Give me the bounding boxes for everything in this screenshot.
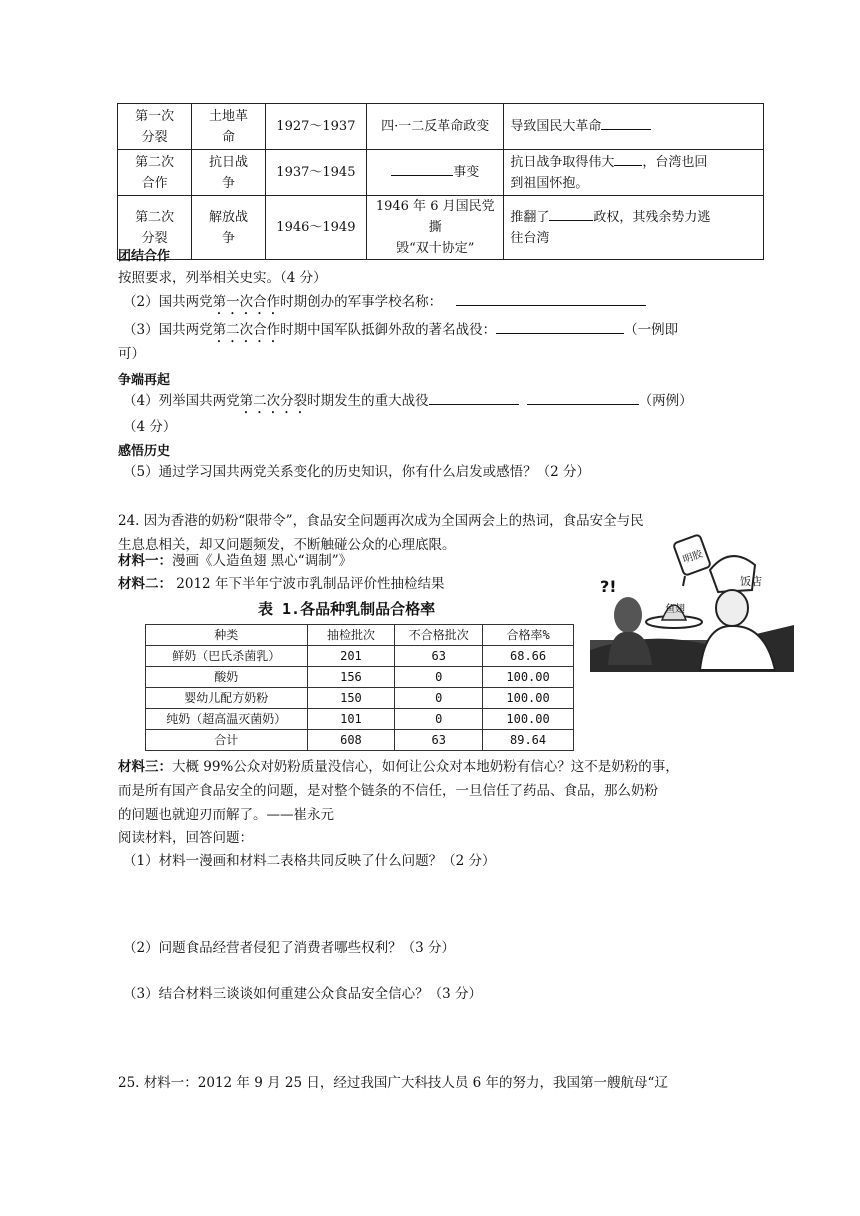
answer-blank[interactable] xyxy=(391,163,453,176)
table-row: 纯奶（超高温灭菌奶） 101 0 100.00 xyxy=(146,709,574,730)
table-row: 鲜奶（巴氏杀菌乳） 201 63 68.66 xyxy=(146,646,574,667)
question-5: （5）通过学习国共两党关系变化的历史知识，你有什么启发或感悟？（2 分） xyxy=(123,464,590,480)
answer-blank[interactable] xyxy=(614,153,642,166)
section-heading: 团结合作 xyxy=(118,249,171,264)
answer-blank[interactable] xyxy=(456,293,646,306)
table-row: 第二次 合作 抗日战 争 1937～1945 事变 抗日战争取得伟大 ，台湾也回 到祖国怀抱。 xyxy=(118,150,764,196)
dairy-table xyxy=(145,624,574,751)
question-2: （2）国共两党第一次合作时期创办的军事学校名称： xyxy=(123,292,646,318)
question-24-3: （3）结合材料三谈谈如何重建公众食品安全信心？（3 分） xyxy=(123,986,482,1002)
answer-blank[interactable] xyxy=(496,321,624,334)
question-24-2: （2）问题食品经营者侵犯了消费者哪些权利？（3 分） xyxy=(123,940,455,956)
question-24-intro: 24. 因为香港的奶粉“限带令”，食品安全问题再次成为全国两会上的热词，食品安全与民 生息息相关，却又问题频发，不断触碰公众的心理底限。 xyxy=(118,513,644,553)
material-2: 材料二： 2012 年下半年宁波市乳制品评价性抽检结果 xyxy=(118,576,445,592)
svg-text:饭店: 饭店 xyxy=(740,575,762,588)
history-table xyxy=(117,103,764,260)
cartoon-image xyxy=(590,530,794,672)
question-4: （4）列举国共两党第二次分裂时期发生的重大战役 （两例） xyxy=(123,393,693,409)
question-25: 25. 材料一：2012 年 9 月 25 日，经过我国广大科技人员 6 年的努力，我国第一艘航母“辽 xyxy=(118,1075,668,1091)
table-title: 表 1.各品种乳制品合格率 xyxy=(258,600,436,618)
instruction-text: 按照要求，列举相关史实。（4 分） xyxy=(118,270,327,286)
question-24-1: （1）材料一漫画和材料二表格共同反映了什么问题？（2 分） xyxy=(123,853,496,869)
table-row: 婴幼儿配方奶粉 150 0 100.00 xyxy=(146,688,574,709)
read-prompt: 阅读材料，回答问题： xyxy=(118,830,253,846)
section-heading: 争端再起 xyxy=(118,373,171,388)
section-heading: 感悟历史 xyxy=(118,444,171,459)
answer-blank[interactable] xyxy=(429,392,519,405)
material-3: 材料三：大概 99%公众对奶粉质量没信心，如何让公众对本地奶粉有信心？这不是奶粉的事， 而是所有国产食品安全的问题，是对整个链条的不信任，一旦信任了药品、食品，那么奶粉 的问题也就迎刃而解了。——崔永元 xyxy=(118,759,679,823)
material-1: 材料一：漫画《人造鱼翅 黑心“调制”》 xyxy=(118,553,353,569)
answer-blank[interactable] xyxy=(549,208,593,221)
table-row: 合计 608 63 89.64 xyxy=(146,730,574,751)
table-row: 第一次 分裂 土地革 命 1927～1937 四·一二反革命政变 导致国民大革命 xyxy=(118,104,764,150)
question-3: （3）国共两党第二次合作时期中国军队抵御外敌的著名战役： （一例即 xyxy=(123,322,679,338)
table-row: 酸奶 156 0 100.00 xyxy=(146,667,574,688)
svg-text:鱼翅: 鱼翅 xyxy=(665,604,685,615)
svg-text:明胶: 明胶 xyxy=(681,548,705,566)
answer-blank[interactable] xyxy=(601,117,651,130)
table-header: 种类 抽检批次 不合格批次 合格率% xyxy=(146,625,574,646)
answer-blank[interactable] xyxy=(527,392,639,405)
svg-text:?!: ?! xyxy=(600,577,617,596)
table-row: 第二次 分裂 解放战 争 1946～1949 1946 年 6 月国民党撕 毁“双十协定” 推翻了 政权，其残余势力逃 往台湾 xyxy=(118,196,764,260)
